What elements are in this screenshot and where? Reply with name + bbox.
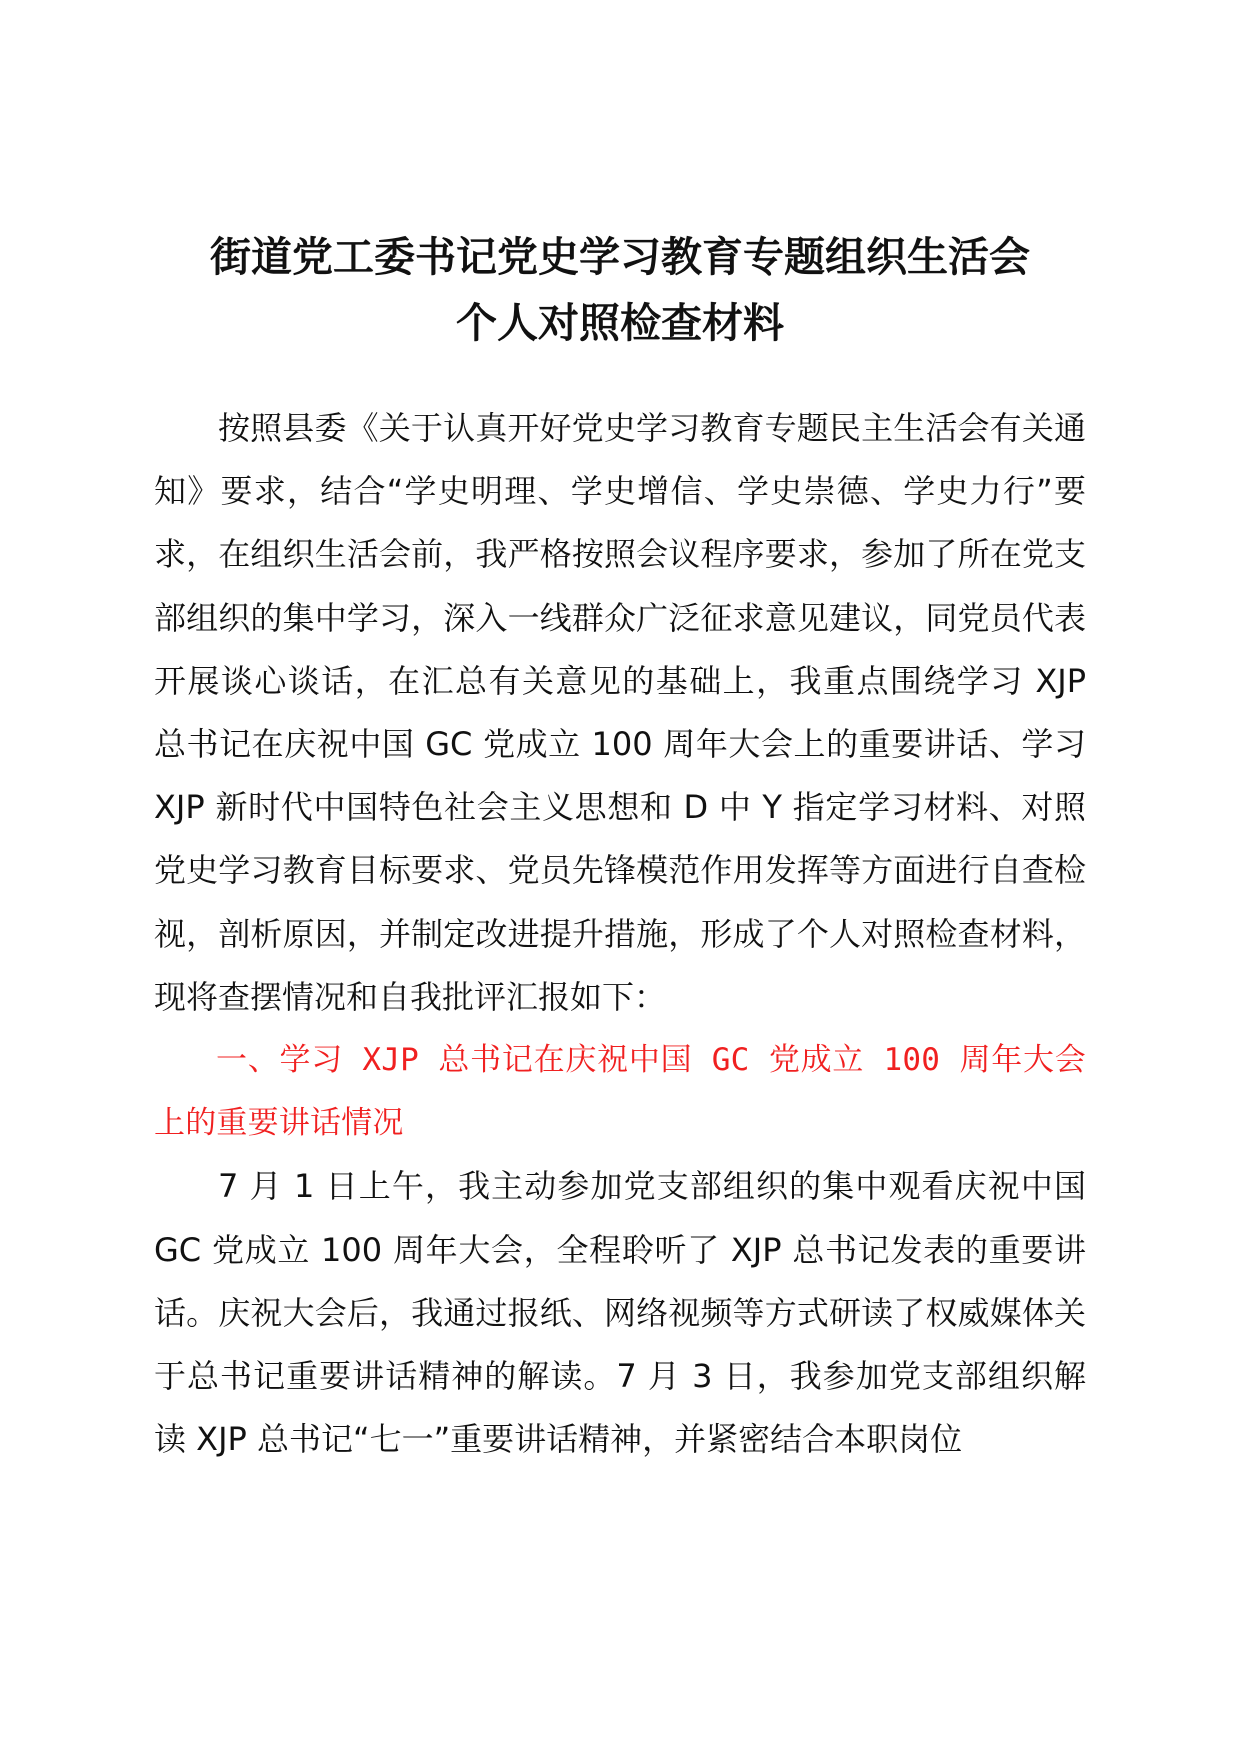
title-line-1: 街道党工委书记党史学习教育专题组织生活会	[210, 233, 1030, 281]
section-heading-1: 一、学习 XJP 总书记在庆祝中国 GC 党成立 100 周年大会上的重要讲话情况	[154, 1042, 1086, 1142]
section-1-paragraph: 7 月 1 日上午，我主动参加党支部组织的集中观看庆祝中国 GC 党成立 100 周年大会，全程聆听了 XJP 总书记发表的重要讲话。庆祝大会后，我通过报纸、网络视频等方式研读了权威媒体关于总书记重要讲话精神的解读。7 月 3 日，我参加党支部组织解读 XJP 总书记“七一”重要讲话精神，并紧密结合本职岗位	[154, 1167, 1086, 1459]
intro-paragraph: 按照县委《关于认真开好党史学习教育专题民主生活会有关通知》要求，结合“学史明理、学史增信、学史崇德、学史力行”要求，在组织生活会前，我严格按照会议程序要求，参加了所在党支部组织的集中学习，深入一线群众广泛征求意见建议，同党员代表开展谈心谈话，在汇总有关意见的基础上，我重点围绕学习 XJP 总书记在庆祝中国 GC 党成立 100 周年大会上的重要讲话、学习 XJP 新时代中国特色社会主义思想和 D 中 Y 指定学习材料、对照党史学习教育目标要求、党员先锋模范作用发挥等方面进行自查检视，剖析原因，并制定改进提升措施，形成了个人对照检查材料，现将查摆情况和自我批评汇报如下：	[154, 409, 1086, 1016]
document-body	[154, 397, 1086, 1471]
title-line-2: 个人对照检查材料	[456, 299, 784, 347]
document-title	[100, 224, 1140, 356]
